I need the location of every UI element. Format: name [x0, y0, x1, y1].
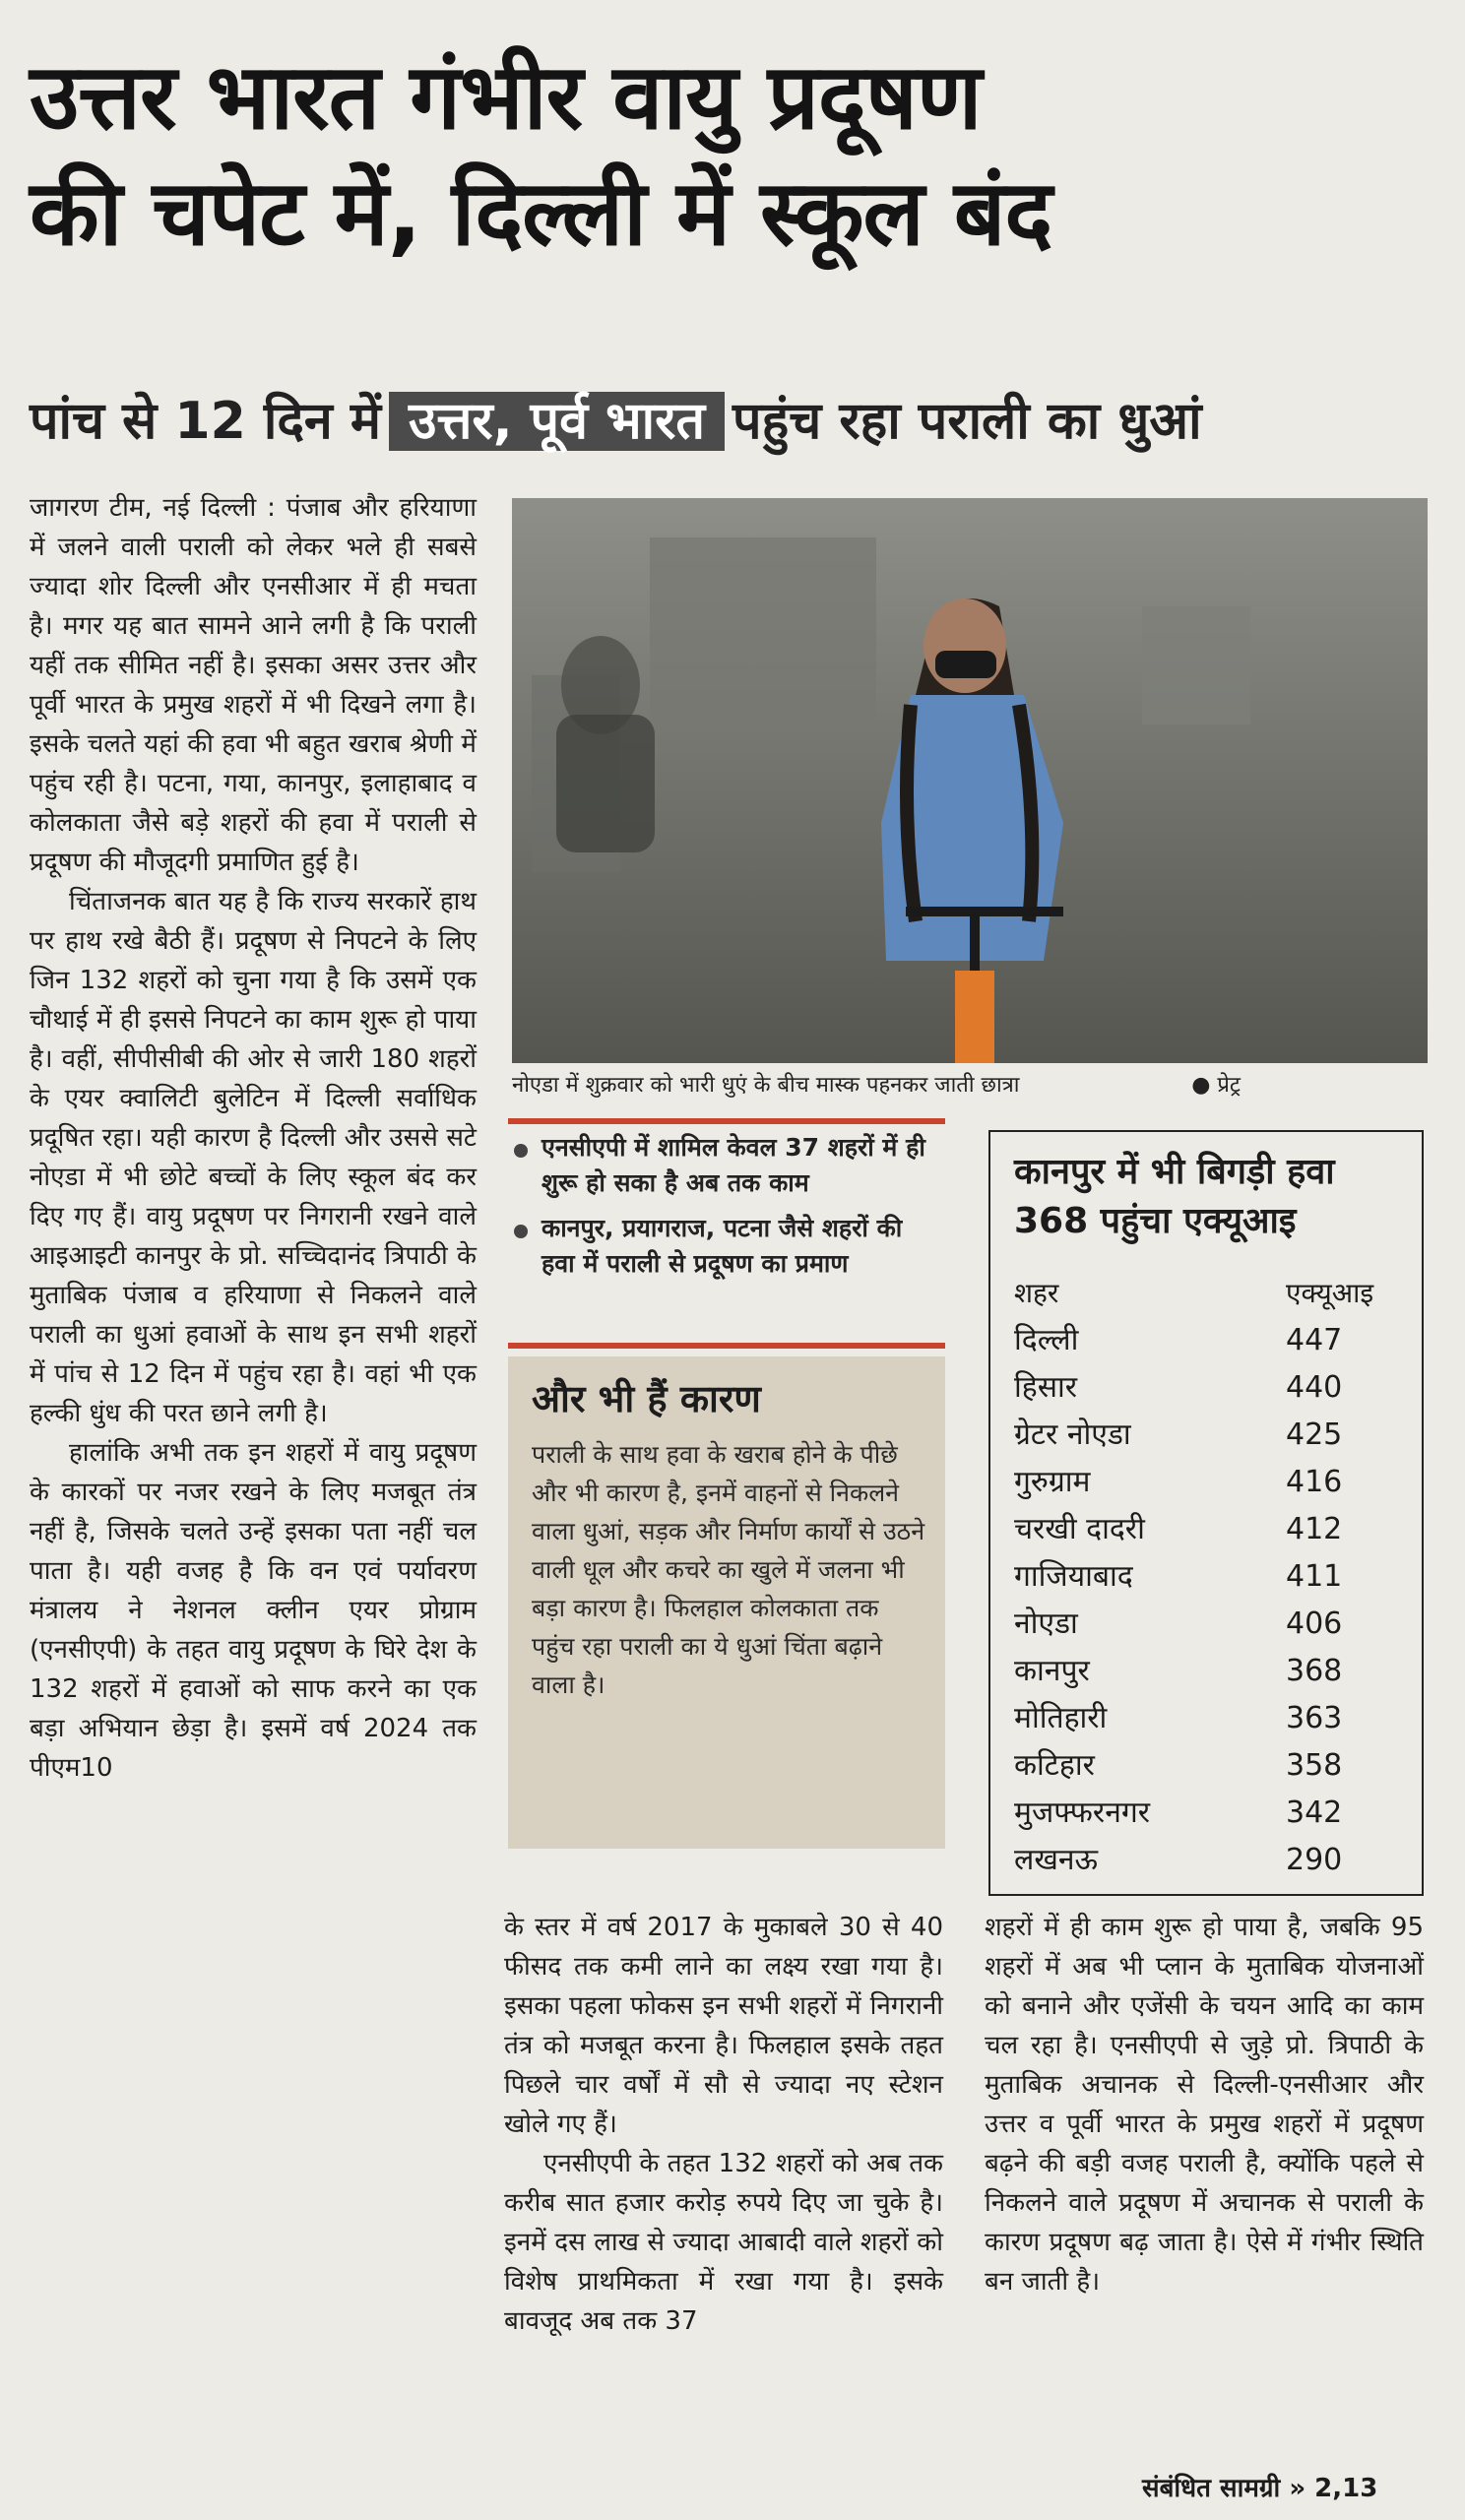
aqi-row: [1014, 1364, 1408, 1412]
aqi-value: 368: [1286, 1654, 1343, 1688]
aqi-row: [1014, 1506, 1408, 1553]
headline-line-1: उत्तर भारत गंभीर वायु प्रदूषण: [30, 44, 982, 150]
aqi-city: गुरुग्राम: [1014, 1465, 1091, 1499]
aqi-value: 412: [1286, 1512, 1343, 1546]
aqi-city: लखनऊ: [1014, 1843, 1099, 1877]
aqi-header-value: एक्यूआइ: [1286, 1277, 1374, 1309]
bullet-list: [510, 1130, 943, 1292]
headline-line-2: की चपेट में, दिल्ली में स्कूल बंद: [30, 160, 1052, 266]
related-content-link[interactable]: संबंधित सामग्री » 2,13: [1142, 2474, 1378, 2503]
aqi-table: [988, 1130, 1424, 1896]
aqi-row: [1014, 1553, 1408, 1601]
aqi-value: 447: [1286, 1323, 1343, 1357]
article-column-1: [30, 488, 477, 1788]
aqi-value: 406: [1286, 1606, 1343, 1641]
aqi-value: 363: [1286, 1701, 1343, 1735]
aqi-value: 342: [1286, 1796, 1343, 1830]
subhead-pre: पांच से 12 दिन में: [30, 392, 381, 451]
aqi-row: [1014, 1648, 1408, 1695]
bullet-item: एनसीएपी में शामिल केवल 37 शहरों में ही शुरू हो सका है अब तक काम: [510, 1130, 943, 1201]
aqi-value: 411: [1286, 1559, 1343, 1594]
photo-caption: [512, 1069, 1428, 1102]
paragraph: शहरों में ही काम शुरू हो पाया है, जबकि 95 शहरों में अब भी प्लान के मुताबिक योजनाओं को बनाने और एजेंसी के चयन आदि का काम चल रहा है। एनसीएपी से जुड़े प्रो. त्रिपाठी के मुताबिक अचानक से दिल्ली-एनसीआर और उत्तर व पूर्वी भारत के प्रमुख शहरों में प्रदूषण बढ़ने की बड़ी वजह पराली है, क्योंकि पहले से निकलने वाले प्रदूषण में अचानक से पराली के कारण प्रदूषण बढ़ जाता है। ऐसे में गंभीर स्थिति बन जाती है।: [985, 1913, 1424, 2297]
divider-rule: [508, 1343, 945, 1349]
caption-text: नोएडा में शुक्रवार को भारी धुएं के बीच मास्क पहनकर जाती छात्रा: [512, 1073, 1020, 1098]
article-column-2: [504, 1908, 943, 2341]
aqi-title-line-1: कानपुर में भी बिगड़ी हवा: [1014, 1152, 1335, 1192]
aqi-row: [1014, 1412, 1408, 1459]
aqi-row: [1014, 1742, 1408, 1790]
aqi-city: चरखी दादरी: [1014, 1512, 1145, 1546]
subheadline: [30, 374, 1447, 469]
aqi-city: ग्रेटर नोएडा: [1014, 1418, 1131, 1452]
article-column-3: [985, 1908, 1424, 2301]
aqi-city: नोएडा: [1014, 1606, 1078, 1641]
aqi-title-line-2: 368 पहुंचा एक्यूआइ: [1014, 1201, 1297, 1241]
aqi-value: 440: [1286, 1370, 1343, 1405]
aqi-value: 425: [1286, 1418, 1343, 1452]
aqi-city: मुजफ्फरनगर: [1014, 1796, 1150, 1830]
paragraph: जागरण टीम, नई दिल्ली : पंजाब और हरियाणा में जलने वाली पराली को लेकर भले ही सबसे ज्यादा शोर दिल्ली और एनसीआर में ही मचता है। मगर यह बात सामने आने लगी है कि पराली यहीं तक सीमित नहीं है। इसका असर उत्तर और पूर्वी भारत के प्रमुख शहरों में भी दिखने लगा है। इसके चलते यहां की हवा भी बहुत खराब श्रेणी में पहुंच रही है। पटना, गया, कानपुर, इलाहाबाद व कोलकाता जैसे बड़े शहरों की हवा में पराली से प्रदूषण की मौजूदगी प्रमाणित हुई है।: [30, 493, 477, 877]
news-photo: [512, 498, 1428, 1063]
box-text: पराली के साथ हवा के खराब होने के पीछे और भी कारण है, इनमें वाहनों से निकलने वाला धुआं, सड़क और निर्माण कार्यों से उठने वाली धूल और कचरे का खुले में जलना भी बड़ा कारण है। फिलहाल कोलकाता तक पहुंच रहा पराली का ये धुआं चिंता बढ़ाने वाला है।: [532, 1440, 925, 1699]
aqi-title: [1014, 1148, 1335, 1246]
paragraph: चिंताजनक बात यह है कि राज्य सरकारें हाथ पर हाथ रखे बैठी हैं। प्रदूषण से निपटने के लिए जिन 132 शहरों को चुना गया है कि उसमें एक चौथाई में ही इससे निपटने का काम शुरू हो पाया है। वहीं, सीपीसीबी की ओर से जारी 180 शहरों के एयर क्वालिटी बुलेटिन में दिल्ली सर्वाधिक प्रदूषित रहा। यही कारण है दिल्ली और उससे सटे नोएडा में भी छोटे बच्चों के लिए स्कूल बंद कर दिए गए हैं। वायु प्रदूषण पर निगरानी रखने वाले आइआइटी कानपुर के प्रो. सच्चिदानंद त्रिपाठी के मुताबिक पंजाब व हरियाणा से निकलने वाले पराली का धुआं हवाओं के साथ इन सभी शहरों में पांच से 12 दिन में पहुंच रहा है। वहां भी एक हल्की धुंध की परत छाने लगी है।: [30, 887, 477, 1428]
aqi-value: 416: [1286, 1465, 1343, 1499]
headline: [30, 39, 1437, 272]
aqi-city: कानपुर: [1014, 1654, 1090, 1688]
aqi-header-city: शहर: [1014, 1277, 1059, 1309]
paragraph: एनसीएपी के तहत 132 शहरों को अब तक करीब सात हजार करोड़ रुपये दिए जा चुके है। इनमें दस लाख से ज्यादा आबादी वाले शहरों को विशेष प्राथमिकता में रखा गया है। इसके बावजूद अब तक 37: [504, 2149, 943, 2336]
aqi-value: 290: [1286, 1843, 1343, 1877]
aqi-city: गाजियाबाद: [1014, 1559, 1133, 1594]
aqi-row: [1014, 1601, 1408, 1648]
photo-credit: ● प्रेट्र: [1191, 1073, 1241, 1098]
aqi-row: [1014, 1837, 1408, 1884]
subhead-post: पहुंच रहा पराली का धुआं: [732, 392, 1202, 451]
box-title: और भी हैं कारण: [532, 1377, 761, 1420]
paragraph: के स्तर में वर्ष 2017 के मुकाबले 30 से 40 फीसद तक कमी लाने का लक्ष्य रखा गया है। इसका पहला फोकस इन सभी शहरों में निगरानी तंत्र को मजबूत करना है। फिलहाल इसके तहत पिछले चार वर्षों में सौ से ज्यादा नए स्टेशन खोले गए हैं।: [504, 1913, 943, 2139]
aqi-city: कटिहार: [1014, 1748, 1095, 1783]
photo-illustration: [512, 498, 1428, 1063]
aqi-value: 358: [1286, 1748, 1343, 1783]
aqi-header-row: [1014, 1270, 1408, 1317]
aqi-city: मोतिहारी: [1014, 1701, 1108, 1735]
aqi-city: दिल्ली: [1014, 1323, 1079, 1357]
sidebar-box: [508, 1356, 945, 1849]
aqi-city: हिसार: [1014, 1370, 1078, 1405]
paragraph: हालांकि अभी तक इन शहरों में वायु प्रदूषण के कारकों पर नजर रखने के लिए मजबूत तंत्र नहीं है, जिसके चलते उन्हें इसका पता नहीं चल पाता है। यही वजह है कि वन एवं पर्यावरण मंत्रालय ने नेशनल क्लीन एयर प्रोग्राम (एनसीएपी) के तहत वायु प्रदूषण के घिरे देश के 132 शहरों में हवाओं को साफ करने का एक बड़ा अभियान छेड़ा है। इसमें वर्ष 2024 तक पीएम10: [30, 1438, 477, 1783]
aqi-row: [1014, 1790, 1408, 1837]
aqi-row: [1014, 1459, 1408, 1506]
bullet-item: कानपुर, प्रयागराज, पटना जैसे शहरों की हवा में पराली से प्रदूषण का प्रमाण: [510, 1211, 943, 1282]
aqi-row: [1014, 1695, 1408, 1742]
divider-rule: [508, 1118, 945, 1124]
aqi-row: [1014, 1317, 1408, 1364]
subhead-highlight: उत्तर, पूर्व भारत: [389, 392, 725, 451]
